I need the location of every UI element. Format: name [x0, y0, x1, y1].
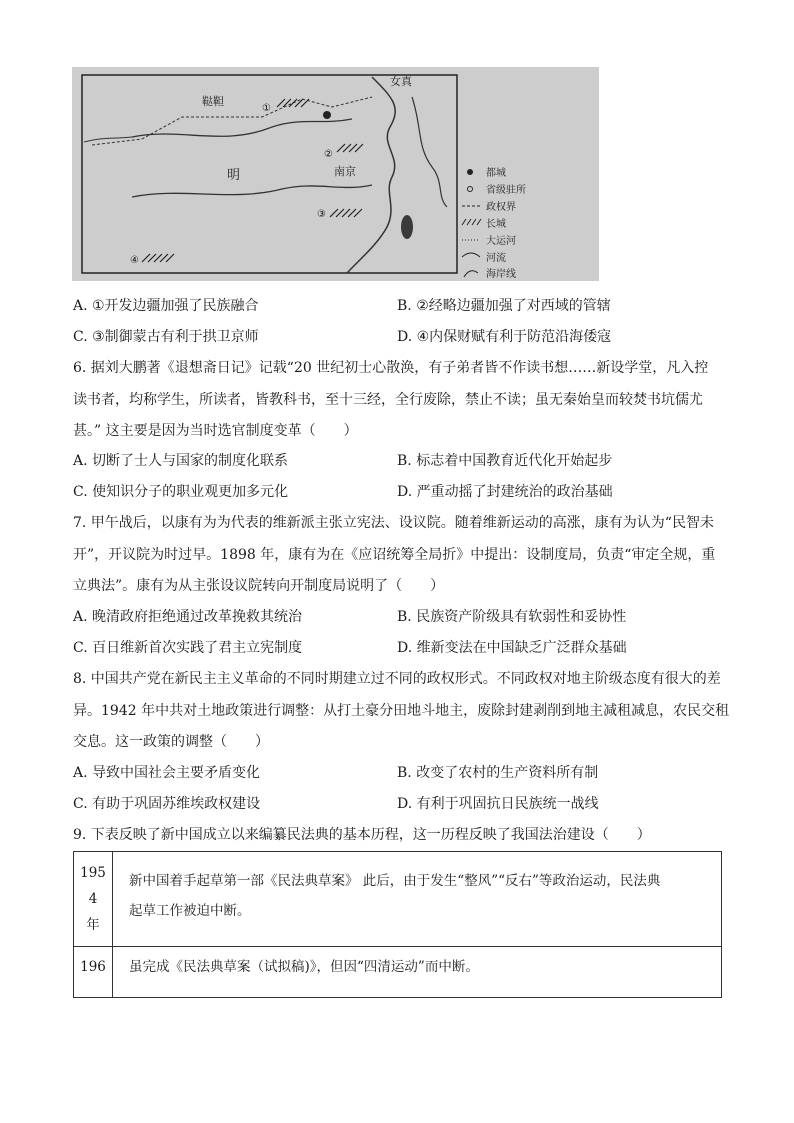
- capital-marker: [323, 111, 331, 119]
- q8-stem-line-1: 8. 中国共产党在新民主主义革命的不同时期建立过不同的政权形式。不同政权对地主阶级态度有很大的差: [73, 671, 721, 687]
- year-line: 195: [80, 865, 106, 881]
- q8-option-d: D. 有利于巩固抗日民族统一战线: [397, 796, 599, 812]
- q5-option-b: B. ②经略边疆加强了对西域的管辖: [397, 298, 611, 314]
- map-marker-2: ②: [324, 149, 333, 160]
- event-line: 新中国着手起草第一部《民法典草案》 此后，由于发生“整风”“反右”等政治运动，民法典: [129, 873, 661, 889]
- legend-river: 河流: [486, 253, 506, 264]
- map-marker-1: ①: [262, 103, 271, 114]
- q8-option-b: B. 改变了农村的生产资料所有制: [397, 765, 599, 781]
- map-label-ming: 明: [227, 168, 241, 183]
- q5-option-c: C. ③制御蒙古有利于拱卫京师: [73, 329, 259, 345]
- ming-map-figure: [72, 67, 599, 281]
- map-label-nuerqian: 女真: [390, 75, 412, 88]
- q6-stem-line-3: 甚。” 这主要是因为当时选官制度变革（ ）: [73, 423, 358, 439]
- event-line: 起草工作被迫中断。: [129, 903, 251, 919]
- map-label-nanjing: 南京: [334, 165, 356, 178]
- q6-option-a: A. 切断了士人与国家的制度化联系: [73, 453, 289, 469]
- q8-stem-line-3: 交息。这一政策的调整（ ）: [73, 734, 269, 750]
- q6-option-d: D. 严重动摇了封建统治的政治基础: [397, 484, 613, 500]
- map-marker-3: ③: [317, 209, 326, 220]
- q6-stem-line-2: 读书者，均称学生，所读者，皆教科书，至十三经，全行废除，禁止不读；虽无秦始皇而较焚书坑儒尤: [73, 392, 703, 408]
- taiwan-island: [401, 215, 413, 239]
- q7-option-d: D. 维新变法在中国缺乏广泛群众基础: [397, 640, 627, 656]
- year-line: 4: [88, 891, 98, 907]
- event-line: 虽完成《民法典草案（试拟稿)》，但因“四清运动”而中断。: [129, 959, 479, 975]
- table-row: [74, 852, 722, 947]
- q9-stem: 9. 下表反映了新中国成立以来编纂民法典的基本历程，这一历程反映了我国法治建设（ ）: [73, 827, 651, 843]
- legend-province: 省级驻所: [486, 185, 526, 196]
- year-line: 年: [86, 917, 100, 933]
- table-event-cell: [113, 947, 722, 998]
- legend-canal: 大运河: [486, 236, 516, 247]
- legend-coast: 海岸线: [486, 269, 516, 280]
- q8-option-c: C. 有助于巩固苏维埃政权建设: [73, 796, 261, 812]
- legend-border: 政权界: [486, 202, 516, 213]
- map-drawing: [72, 67, 599, 281]
- q8-option-a: A. 导致中国社会主要矛盾变化: [73, 765, 261, 781]
- q7-stem-line-1: 7. 甲午战后，以康有为为代表的维新派主张立宪法、设议院。随着维新运动的高涨，康有为认为“民智未: [73, 515, 714, 531]
- legend-capital-icon: [467, 169, 473, 175]
- q7-option-b: B. 民族资产阶级具有软弱性和妥协性: [397, 609, 627, 625]
- table-event-cell: [113, 852, 722, 947]
- legend-capital: 都城: [486, 168, 506, 179]
- table-row: [74, 947, 722, 998]
- q9-timeline-table: [73, 851, 722, 998]
- map-marker-4: ④: [130, 255, 139, 266]
- q5-option-a: A. ①开发边疆加强了民族融合: [73, 298, 259, 314]
- year-line: 196: [80, 959, 106, 975]
- q7-option-a: A. 晚清政府拒绝通过改革挽救其统治: [73, 609, 303, 625]
- q8-stem-line-2: 异。1942 年中共对土地政策进行调整：从打土豪分田地斗地主，废除封建剥削到地主减租减息，农民交租: [73, 703, 730, 719]
- table-year-cell: [74, 852, 113, 947]
- q7-stem-line-3: 立典法”。康有为从主张设议院转向开制度局说明了（ ）: [73, 578, 445, 594]
- table-year-cell: [74, 947, 113, 998]
- q7-stem-line-2: 开”，开议院为时过早。1898 年，康有为在《应诏统筹全局折》中提出：设制度局，负责“审定全规，重: [73, 547, 716, 563]
- q7-option-c: C. 百日维新首次实践了君主立宪制度: [73, 640, 303, 656]
- q6-stem-line-1: 6. 据刘大鹏著《退想斋日记》记载“20 世纪初士心散涣，有子弟者皆不作读书想……新设学堂，凡入控: [73, 360, 709, 376]
- map-label-tatar: 鞑靼: [202, 95, 224, 108]
- q6-option-c: C. 使知识分子的职业观更加多元化: [73, 484, 289, 500]
- q6-option-b: B. 标志着中国教育近代化开始起步: [397, 453, 613, 469]
- q5-option-d: D. ④内保财赋有利于防范沿海倭寇: [397, 329, 612, 345]
- legend-wall: 长城: [486, 219, 506, 230]
